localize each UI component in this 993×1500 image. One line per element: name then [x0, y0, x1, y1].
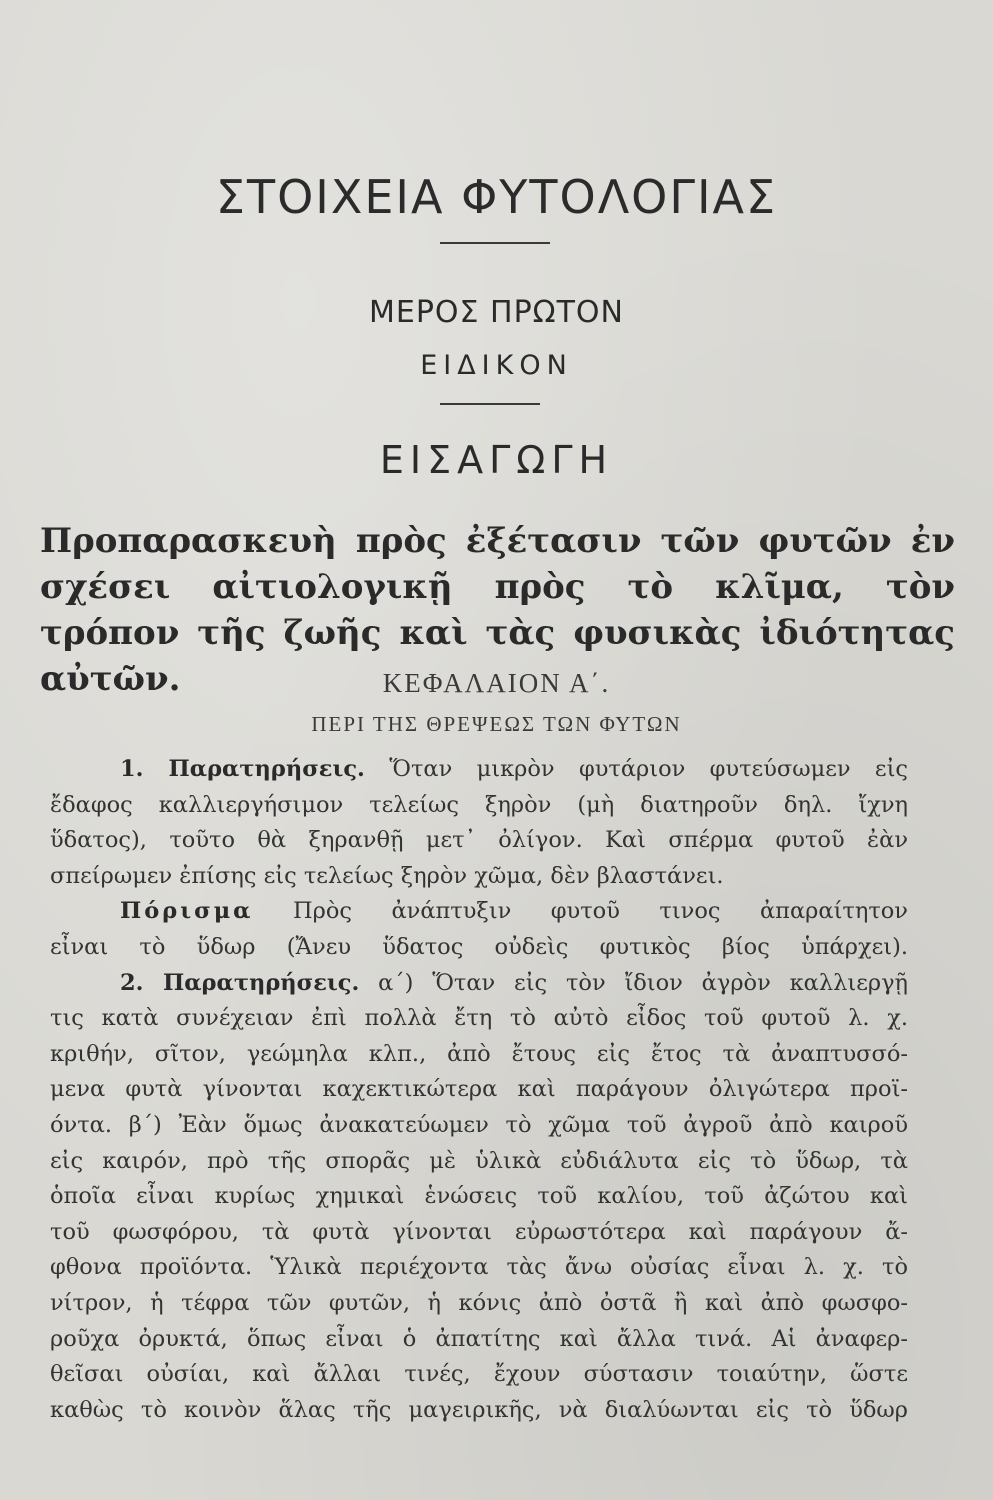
- introduction-heading: ΕΙΣΑΓΩΓΗ: [379, 438, 614, 482]
- chapter-subheading: ΠΕΡΙ ΤΗΣ ΘΡΕΨΕΩΣ ΤΩΝ ΦΥΤΩΝ: [311, 712, 682, 736]
- section-heading: Προπαρασκευὴ πρὸς ἐξέτασιν τῶν φυτῶν ἐν σχέσει αἰτιολογικῇ πρὸς τὸ κλῖμα, τὸν τρόπον τῆς ζωῆς καὶ τὰς φυσικὰς ἰδιότητας αὐτῶν.: [40, 521, 955, 699]
- text-line: [50, 894, 908, 930]
- text-fragment: α΄) Ὅταν εἰς τὸν ἴδιον ἀγρὸν καλλιεργῇ: [378, 969, 908, 996]
- text-line: εἶναι τὸ ὕδωρ (Ἄνευ ὕδατος οὐδεὶς φυτικὸς βίος ὑπάρχει).: [50, 933, 908, 960]
- text-line: [50, 752, 908, 788]
- text-fragment: Ὅταν μικρὸν φυτάριον φυτεύσωμεν εἰς: [389, 756, 908, 782]
- corollary-label: Πόρισμα: [120, 898, 254, 925]
- text-line: ὁποῖα εἶναι κυρίως χημικαὶ ἑνώσεις τοῦ καλίου, τοῦ ἀζώτου καὶ: [50, 1183, 908, 1210]
- observation-label: 1. Παρατηρήσεις.: [120, 756, 365, 782]
- text-line: εἰς καιρόν, πρὸ τῆς σπορᾶς μὲ ὑλικὰ εὐδιάλυτα εἰς τὸ ὕδωρ, τὰ: [50, 1147, 908, 1174]
- text-line: ἔδαφος καλλιεργήσιμον τελείως ξηρὸν (μὴ διατηροῦν δηλ. ἴχνη: [50, 791, 908, 818]
- text-line: τις κατὰ συνέχειαν ἐπὶ πολλὰ ἔτη τὸ αὐτὸ εἶδος τοῦ φυτοῦ λ. χ.: [50, 1005, 908, 1032]
- text-fragment: Πρὸς ἀνάπτυξιν φυτοῦ τινος ἀπαραίτητον: [292, 898, 908, 925]
- chapter-heading: ΚΕΦΑΛΑΙΟΝ Α΄.: [382, 668, 611, 698]
- divider-rule: [440, 403, 540, 405]
- text-line: [50, 966, 908, 1002]
- text-line: καθὼς τὸ κοινὸν ἅλας τῆς μαγειρικῆς, νὰ διαλύωνται εἰς τὸ ὕδωρ: [50, 1396, 908, 1423]
- divider-rule: [440, 242, 550, 244]
- text-line: ὕδατος), τοῦτο θὰ ξηρανθῇ μετ᾽ ὀλίγον. Καὶ σπέρμα φυτοῦ ἐὰν: [50, 827, 908, 854]
- book-title: ΣΤΟΙΧΕΙΑ ΦΥΤΟΛΟΓΙΑΣ: [215, 170, 778, 224]
- text-line: μενα φυτὰ γίνονται καχεκτικώτερα καὶ παράγουν ὀλιγώτερα προϊ-: [50, 1076, 908, 1103]
- part-heading: ΜΕΡΟΣ ΠΡΩΤΟΝ: [369, 295, 624, 330]
- text-line: κριθήν, σῖτον, γεώμηλα κλπ., ἀπὸ ἔτους εἰς ἔτος τὰ ἀναπτυσσό-: [50, 1040, 908, 1067]
- text-line: ροῦχα ὀρυκτά, ὅπως εἶναι ὁ ἀπατίτης καὶ ἄλλα τινά. Αἱ ἀναφερ-: [50, 1325, 908, 1352]
- observation-label: 2. Παρατηρήσεις.: [120, 969, 360, 996]
- special-heading: ΕΙΔΙΚΟΝ: [420, 350, 573, 381]
- body-text: [50, 752, 908, 1428]
- text-line: θεῖσαι οὐσίαι, καὶ ἄλλαι τινές, ἔχουν σύστασιν τοιαύτην, ὥστε: [50, 1361, 908, 1388]
- text-line: όντα. β΄) Ἐὰν ὅμως ἀνακατεύωμεν τὸ χῶμα τοῦ ἀγροῦ ἀπὸ καιροῦ: [50, 1111, 908, 1138]
- text-line: νίτρον, ἡ τέφρα τῶν φυτῶν, ἡ κόνις ἀπὸ ὀστᾶ ἢ καὶ ἀπὸ φωσφο-: [50, 1289, 908, 1316]
- text-line: τοῦ φωσφόρου, τὰ φυτὰ γίνονται εὐρωστότερα καὶ παράγουν ἄ-: [50, 1218, 908, 1245]
- text-line: σπείρωμεν ἐπίσης εἰς τελείως ξηρὸν χῶμα, δὲν βλαστάνει.: [50, 862, 724, 889]
- text-line: φθονα προϊόντα. Ὑλικὰ περιέχοντα τὰς ἄνω οὐσίας εἶναι λ. χ. τὸ: [50, 1254, 908, 1281]
